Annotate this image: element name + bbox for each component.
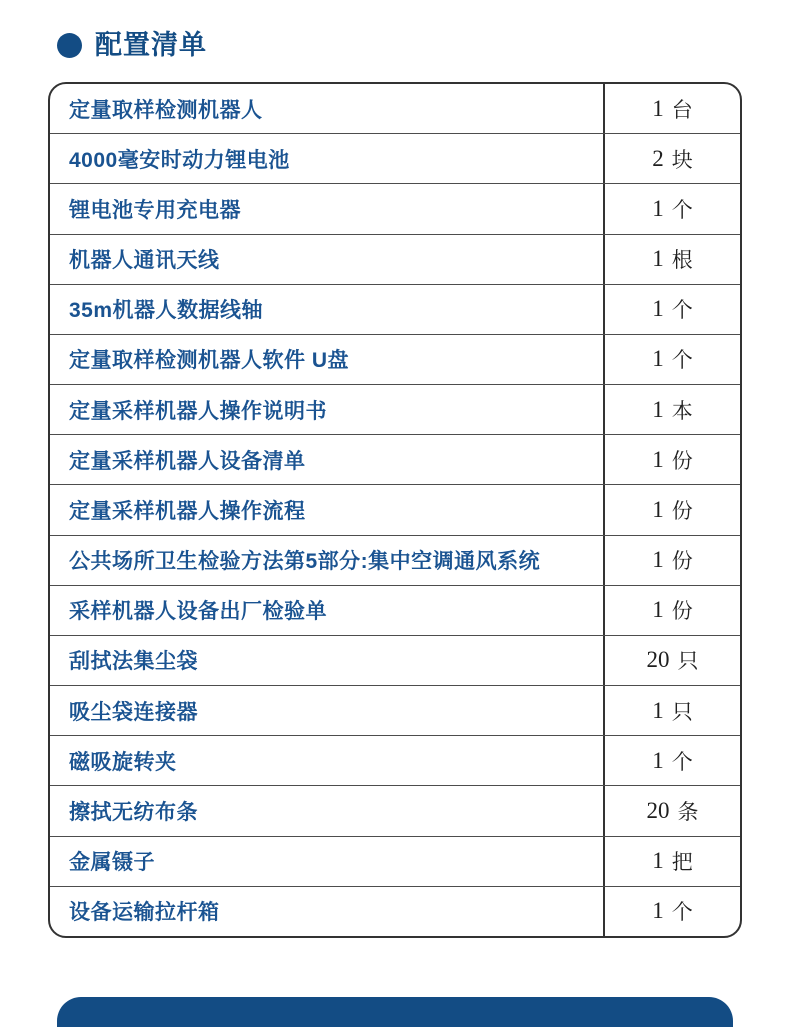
table-row: [50, 334, 740, 384]
item-name-cell: 刮拭法集尘袋: [69, 650, 198, 674]
quantity-number: 1: [652, 898, 664, 924]
quantity-unit: 个: [671, 349, 693, 373]
quantity-number: 1: [652, 848, 664, 874]
item-name-cell: 金属镊子: [69, 851, 155, 875]
quantity-cell: [603, 686, 740, 735]
item-name-cell: 磁吸旋转夹: [69, 750, 177, 774]
quantity-cell: [603, 184, 740, 233]
table-row: [50, 434, 740, 484]
quantity-number: 1: [652, 547, 664, 573]
bullet-circle-icon: [57, 33, 82, 58]
quantity-cell: [603, 235, 740, 284]
table-row: [50, 234, 740, 284]
table-row: [50, 585, 740, 635]
quantity-unit: 台: [671, 98, 693, 122]
quantity-unit: 条: [677, 800, 699, 824]
item-name-cell: 公共场所卫生检验方法第5部分:集中空调通风系统: [69, 550, 541, 574]
quantity-cell: [603, 536, 740, 585]
table-row: [50, 635, 740, 685]
item-name-cell: 定量采样机器人设备清单: [69, 449, 306, 473]
quantity-number: 1: [652, 346, 664, 372]
item-name-cell: 锂电池专用充电器: [69, 198, 241, 222]
quantity-number: 1: [652, 195, 664, 221]
item-name-cell: 4000毫安时动力锂电池: [69, 148, 290, 172]
item-name-cell: 定量取样检测机器人软件 U盘: [69, 349, 349, 373]
quantity-cell: [603, 134, 740, 183]
quantity-unit: 把: [671, 851, 693, 875]
quantity-number: 1: [652, 396, 664, 422]
quantity-unit: 份: [671, 600, 693, 624]
table-row: [50, 484, 740, 534]
table-row: [50, 735, 740, 785]
config-table: [48, 82, 742, 938]
quantity-cell: [603, 887, 740, 936]
quantity-number: 1: [652, 446, 664, 472]
table-row: [50, 384, 740, 434]
quantity-number: 2: [652, 145, 664, 171]
quantity-number: 20: [646, 647, 670, 673]
quantity-number: 1: [652, 296, 664, 322]
quantity-cell: [603, 285, 740, 334]
item-name-cell: 35m机器人数据线轴: [69, 299, 264, 323]
item-name-cell: 吸尘袋连接器: [69, 700, 198, 724]
quantity-cell: [603, 586, 740, 635]
quantity-cell: [603, 786, 740, 835]
quantity-cell: [603, 837, 740, 886]
quantity-cell: [603, 736, 740, 785]
quantity-unit: 本: [671, 399, 693, 423]
quantity-unit: 份: [671, 550, 693, 574]
quantity-number: 1: [652, 246, 664, 272]
table-row: [50, 133, 740, 183]
quantity-number: 1: [652, 95, 664, 121]
item-name-cell: 设备运输拉杆箱: [69, 901, 220, 925]
quantity-unit: 份: [671, 449, 693, 473]
quantity-cell: [603, 335, 740, 384]
item-name-cell: 机器人通讯天线: [69, 249, 220, 273]
table-row: [50, 183, 740, 233]
quantity-number: 1: [652, 747, 664, 773]
quantity-unit: 只: [677, 650, 699, 674]
quantity-unit: 个: [671, 750, 693, 774]
quantity-unit: 个: [671, 299, 693, 323]
quantity-number: 1: [652, 496, 664, 522]
table-row: [50, 785, 740, 835]
section-header: [57, 29, 207, 61]
table-row: [50, 886, 740, 936]
page-title: 配置清单: [95, 30, 207, 60]
item-name-cell: 定量采样机器人操作说明书: [69, 399, 327, 423]
quantity-number: 1: [652, 697, 664, 723]
item-name-cell: 定量取样检测机器人: [69, 98, 263, 122]
quantity-cell: [603, 636, 740, 685]
quantity-unit: 个: [671, 198, 693, 222]
quantity-number: 1: [652, 597, 664, 623]
table-row: [50, 685, 740, 735]
item-name-cell: 定量采样机器人操作流程: [69, 499, 306, 523]
table-row: [50, 84, 740, 133]
table-row: [50, 836, 740, 886]
next-section-card-top: [57, 997, 733, 1027]
quantity-unit: 个: [671, 901, 693, 925]
quantity-cell: [603, 385, 740, 434]
item-name-cell: 擦拭无纺布条: [69, 800, 198, 824]
item-name-cell: 采样机器人设备出厂检验单: [69, 600, 327, 624]
quantity-unit: 根: [671, 249, 693, 273]
table-row: [50, 284, 740, 334]
quantity-unit: 块: [671, 148, 693, 172]
quantity-cell: [603, 84, 740, 133]
quantity-cell: [603, 485, 740, 534]
quantity-cell: [603, 435, 740, 484]
quantity-unit: 只: [671, 700, 693, 724]
table-row: [50, 535, 740, 585]
quantity-unit: 份: [671, 499, 693, 523]
quantity-number: 20: [646, 797, 670, 823]
